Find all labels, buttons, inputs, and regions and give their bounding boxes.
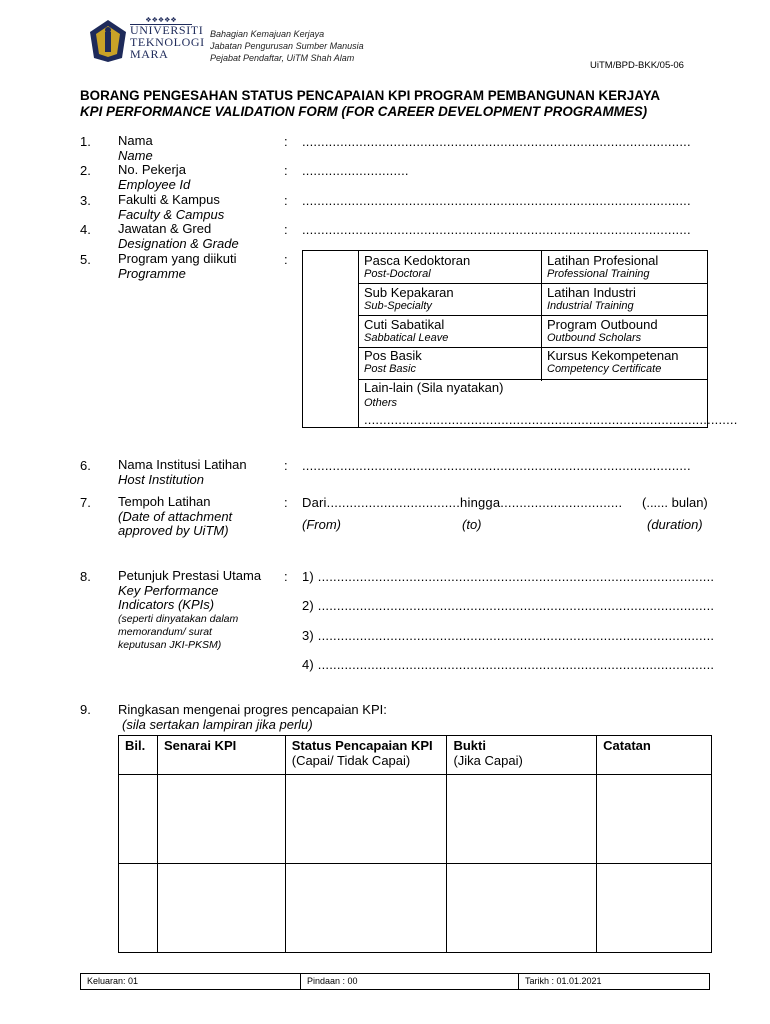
- table-cell[interactable]: [447, 864, 597, 953]
- header-title: Bukti: [453, 738, 486, 753]
- field-5-number: 5.: [80, 252, 91, 267]
- field-2-label: [118, 163, 190, 192]
- department-line-3: Pejabat Pendaftar, UiTM Shah Alam: [210, 53, 355, 63]
- row-divider: [358, 315, 707, 316]
- faculty-input-line[interactable]: ......................................................................................................: [302, 193, 691, 208]
- duration-input[interactable]: (...... bulan): [642, 495, 708, 510]
- field-5-label: [118, 252, 237, 281]
- programme-options-box: [302, 250, 738, 428]
- colon: :: [284, 134, 288, 149]
- option-label: Latihan Industri: [547, 285, 636, 300]
- form-title-malay: BORANG PENGESAHAN STATUS PENCAPAIAN KPI PROGRAM PEMBANGUNAN KERJAYA: [80, 88, 661, 103]
- university-line-2: TEKNOLOGI: [130, 35, 205, 49]
- field-label-en: Host Institution: [118, 471, 204, 487]
- field-label-en: Programme: [118, 265, 186, 281]
- table-cell[interactable]: [157, 775, 285, 864]
- table-cell[interactable]: [597, 775, 712, 864]
- document-footer: [80, 973, 710, 990]
- field-note: keputusan JKI-PKSM): [118, 638, 222, 651]
- footer-date: Tarikh : 01.01.2021: [525, 976, 602, 986]
- others-input-line[interactable]: ..................................................................................................: [364, 412, 738, 427]
- table-row: [119, 775, 712, 864]
- table-cell[interactable]: [119, 864, 158, 953]
- jawi-script: ❖❖❖❖❖: [130, 16, 192, 25]
- table-cell[interactable]: [597, 864, 712, 953]
- university-line-3: MARA: [130, 47, 169, 61]
- option-label-en: Post-Doctoral: [364, 268, 431, 280]
- field-6-number: 6.: [80, 458, 91, 473]
- column-divider: [541, 251, 542, 381]
- field-label-ms: Program yang diikuti: [118, 251, 237, 266]
- option-label: Sub Kepakaran: [364, 285, 454, 300]
- option-post-basic[interactable]: [364, 348, 422, 376]
- row-divider: [358, 283, 707, 284]
- option-label-en: Others: [364, 397, 398, 409]
- option-label: Pos Basik: [364, 348, 422, 363]
- field-label-en: Indicators (KPIs): [118, 597, 215, 612]
- option-label: Program Outbound: [547, 317, 658, 332]
- option-others[interactable]: [364, 380, 738, 427]
- field-2-number: 2.: [80, 163, 91, 178]
- from-label-en: (From): [302, 517, 341, 532]
- field-label-ms: No. Pekerja: [118, 162, 186, 177]
- field-8-label: [118, 569, 261, 652]
- field-8-number: 8.: [80, 569, 91, 584]
- header-evidence: [447, 736, 597, 775]
- field-label-ms: Petunjuk Prestasi Utama: [118, 568, 262, 583]
- field-label-ms: Fakulti & Kampus: [118, 192, 220, 207]
- field-label-en: approved by UiTM): [118, 523, 229, 538]
- option-competency-certificate[interactable]: [547, 348, 679, 376]
- form-code: UiTM/BPD-BKK/05-06: [590, 60, 684, 71]
- duration-label-en: (duration): [647, 517, 703, 532]
- date-range-input-line[interactable]: Dari...................................hingga................................: [302, 495, 623, 510]
- option-label-en: Professional Training: [547, 268, 650, 280]
- department-line-2: Jabatan Pengurusan Sumber Manusia: [210, 41, 364, 51]
- employee-id-input-line[interactable]: ............................: [302, 163, 409, 178]
- colon: :: [284, 163, 288, 178]
- header-title: Status Pencapaian KPI: [291, 738, 433, 753]
- table-header-row: [119, 736, 712, 775]
- field-4-label: [118, 222, 239, 251]
- table-row: [119, 864, 712, 953]
- department-line-1: Bahagian Kemajuan Kerjaya: [210, 29, 325, 39]
- kpi-input-line-2[interactable]: 2) ........................................................................................................: [302, 598, 715, 613]
- header-title: Bil.: [125, 738, 146, 753]
- table-cell[interactable]: [285, 775, 447, 864]
- field-label-ms: Nama Institusi Latihan: [118, 457, 247, 472]
- designation-input-line[interactable]: ......................................................................................................: [302, 222, 691, 237]
- option-label-en: Outbound Scholars: [547, 332, 642, 344]
- uitm-crest-icon: [88, 18, 128, 64]
- field-label-ms: Nama: [118, 133, 153, 148]
- colon: :: [284, 495, 288, 510]
- field-label-en: Employee Id: [118, 176, 191, 192]
- colon: :: [284, 222, 288, 237]
- header-bil: [119, 736, 158, 775]
- field-note: (seperti dinyatakan dalam: [118, 612, 239, 625]
- header-title: Senarai KPI: [163, 738, 237, 753]
- form-title-english: KPI PERFORMANCE VALIDATION FORM (FOR CAREER DEVELOPMENT PROGRAMMES): [80, 104, 648, 119]
- option-industrial-training[interactable]: [547, 285, 636, 313]
- option-label-en: Post Basic: [364, 363, 416, 375]
- field-9-label: Ringkasan mengenai progres pencapaian KPI:: [118, 702, 387, 717]
- field-1-label: [118, 134, 153, 163]
- table-cell[interactable]: [285, 864, 447, 953]
- option-post-doctoral[interactable]: [364, 253, 470, 281]
- option-label: Kursus Kekompetenan: [547, 348, 679, 363]
- option-sabbatical-leave[interactable]: [364, 317, 448, 345]
- option-sub-specialty[interactable]: [364, 285, 454, 313]
- option-label: Latihan Profesional: [547, 253, 659, 268]
- field-1-number: 1.: [80, 134, 91, 149]
- field-4-number: 4.: [80, 222, 91, 237]
- field-3-label: [118, 193, 224, 222]
- field-6-label: [118, 458, 247, 487]
- field-label-en: Key Performance: [118, 582, 219, 598]
- field-label-en: (Date of attachment: [118, 508, 233, 524]
- table-cell[interactable]: [447, 775, 597, 864]
- option-label-en: Competency Certificate: [547, 363, 662, 375]
- field-9-number: 9.: [80, 702, 91, 717]
- field-7-number: 7.: [80, 495, 91, 510]
- university-line-1: UNIVERSITI: [130, 23, 204, 37]
- kpi-input-line-4[interactable]: 4) ........................................................................................................: [302, 657, 715, 672]
- header-subtitle: (Jika Capai): [453, 753, 523, 768]
- option-label: Pasca Kedoktoran: [364, 253, 471, 268]
- header-title: Catatan: [603, 738, 651, 753]
- field-label-en: Name: [118, 147, 153, 163]
- kpi-summary-table: [118, 735, 712, 953]
- host-institution-input-line[interactable]: ......................................................................................................: [302, 458, 691, 473]
- table-cell[interactable]: [119, 775, 158, 864]
- header-notes: [597, 736, 712, 775]
- name-input-line[interactable]: ......................................................................................................: [302, 134, 691, 149]
- header-kpi-list: [157, 736, 285, 775]
- field-7-label: [118, 495, 232, 539]
- footer-amendment: Pindaan : 00: [301, 974, 519, 989]
- header-status: [285, 736, 447, 775]
- checkbox-column-divider: [358, 251, 359, 427]
- option-professional-training[interactable]: [547, 253, 658, 281]
- field-9-note: (sila sertakan lampiran jika perlu): [122, 717, 313, 732]
- option-label-en: Sub-Specialty: [364, 300, 432, 312]
- colon: :: [284, 193, 288, 208]
- header-subtitle: (Capai/ Tidak Capai): [291, 753, 411, 768]
- field-label-en: Designation & Grade: [118, 235, 239, 251]
- option-label: Lain-lain (Sila nyatakan): [364, 380, 504, 395]
- field-3-number: 3.: [80, 193, 91, 208]
- field-label-ms: Jawatan & Gred: [118, 221, 212, 236]
- field-label-ms: Tempoh Latihan: [118, 494, 211, 509]
- colon: :: [284, 252, 288, 267]
- field-note: memorandum/ surat: [118, 625, 212, 638]
- option-label-en: Sabbatical Leave: [364, 332, 449, 344]
- kpi-input-line-1[interactable]: 1) ........................................................................................................: [302, 569, 715, 584]
- colon: :: [284, 569, 288, 584]
- kpi-input-line-3[interactable]: 3) ........................................................................................................: [302, 628, 715, 643]
- footer-edition: Keluaran: 01: [81, 974, 301, 989]
- to-label-en: (to): [462, 517, 482, 532]
- field-label-en: Faculty & Campus: [118, 206, 225, 222]
- option-outbound-scholars[interactable]: [547, 317, 658, 345]
- colon: :: [284, 458, 288, 473]
- option-label: Cuti Sabatikal: [364, 317, 445, 332]
- table-cell[interactable]: [157, 864, 285, 953]
- option-label-en: Industrial Training: [547, 300, 634, 312]
- university-name: [130, 24, 205, 60]
